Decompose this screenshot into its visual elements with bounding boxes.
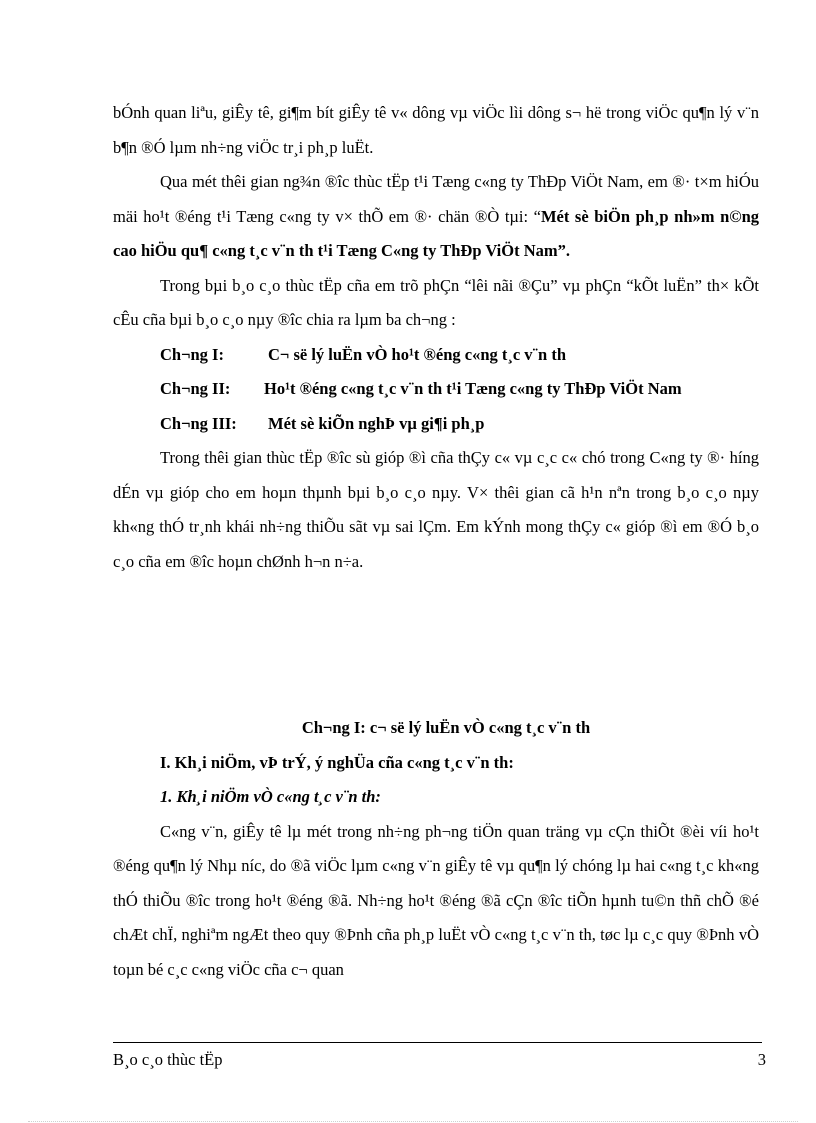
closing-paragraph: Trong thêi gian thùc tËp ®îc sù gióp ®ì cña thÇy c« vµ c¸c c« chó trong C«ng ty ®· híng dÉn vµ gióp cho em hoµn thµnh bµi b¸o c¸o nµy. V× thêi gian cã h¹n nªn trong b¸o c¸o nµy kh«ng thÓ tr¸nh khái nh÷ng thiÕu sãt vµ sai lÇm. Em kÝnh mong thÇy c« gióp ®ì em ®Ó b¸o c¸o cña em ®îc hoµn chØnh h¬n n÷a. <box>113 448 759 571</box>
footer-divider <box>113 1042 762 1043</box>
chapter-item <box>113 407 759 442</box>
section-paragraph: C«ng v¨n, giÊy tê lµ mét trong nh÷ng ph¬ng tiÖn quan träng vµ cÇn thiÕt ®èi víi ho¹t ®éng qu¶n lý Nhµ níc, do ®ã viÖc lµm c«ng v¨n giÊy tê vµ qu¶n lý chóng lµ hai c«ng t¸c kh«ng thÓ thiÕu ®îc trong ho¹t ®éng ®ã. Nh÷ng ho¹t ®éng ®ã cÇn ®îc tiÕn hµnh tu©n thñ chÕ ®é chÆt chÏ, nghiªm ngÆt theo quy ®Þnh cña ph¸p luËt vÒ c«ng t¸c v¨n th, tøc lµ c¸c quy ®Þnh vÒ toµn bé c¸c c«ng viÖc cña c¬ quan <box>113 821 759 979</box>
page-edge-divider <box>28 1121 798 1122</box>
subsection-heading: 1. Kh¸i niÖm vÒ c«ng t¸c v¨n th: <box>160 787 381 806</box>
intro-paragraph-structure: Trong bµi b¸o c¸o thùc tËp cña em trõ phÇn “lêi nãi ®Çu” vµ phÇn “kÕt luËn” th× kÕt cÊu cña bµi b¸o c¸o nµy ®îc chia ra lµm ba ch¬ng : <box>113 275 759 329</box>
chapter-item <box>113 338 759 373</box>
topic-title: Mét sè biÖn ph¸p nh»m n©ng cao hiÖu qu¶ c«ng t¸c v¨n th t¹i Tæng C«ng ty ThÐp ViÖt Nam <box>113 206 759 260</box>
intro-paragraph-continued: bÓnh quan liªu, giÊy tê, gi¶m bít giÊy tê v« dông vµ viÖc lìi dông s¬ hë trong viÖc qu¶n lý v¨n b¶n ®Ó lµm nh÷ng viÖc tr¸i ph¸p luËt. <box>113 103 759 157</box>
intro-paragraph-topic <box>113 165 759 269</box>
chapter-title: Ho¹t ®éng c«ng t¸c v¨n th t¹i Tæng c«ng ty ThÐp ViÖt Nam <box>264 379 682 398</box>
chapter-title: C¬ së lý luËn vÒ ho¹t ®éng c«ng t¸c v¨n th <box>268 344 567 364</box>
chapter-title: Mét sè kiÕn nghÞ vµ gi¶i ph¸p <box>268 413 485 433</box>
chapter-item <box>113 372 759 407</box>
section-heading: I. Kh¸i niÖm, vÞ trÝ, ý nghÜa cña c«ng t¸c v¨n th: <box>160 752 514 772</box>
chapter-list <box>113 338 759 442</box>
chapter-label: Ch¬ng II: <box>160 379 231 398</box>
chapter-one-section <box>113 711 759 987</box>
topic-close-quote: ”. <box>557 241 570 260</box>
chapter-label: Ch¬ng III: <box>160 413 237 433</box>
topic-lead-text: Qua mét thêi gian ng¾n ®îc thùc tËp t¹i Tæng c«ng ty ThÐp ViÖt Nam, em ®· t×m hiÓu mäi ho¹t ®éng t¹i Tæng c«ng ty v× thÕ em ®· chän ®Ò tµi: “ <box>113 172 759 226</box>
chapter-label: Ch¬ng I: <box>160 344 224 364</box>
intro-section <box>113 96 759 579</box>
page-number: 3 <box>757 1050 766 1069</box>
chapter-heading: Ch¬ng I: c¬ së lý luËn vÒ c«ng t¸c v¨n th <box>301 718 591 737</box>
footer-title: B¸o c¸o thùc tËp <box>113 1050 223 1069</box>
